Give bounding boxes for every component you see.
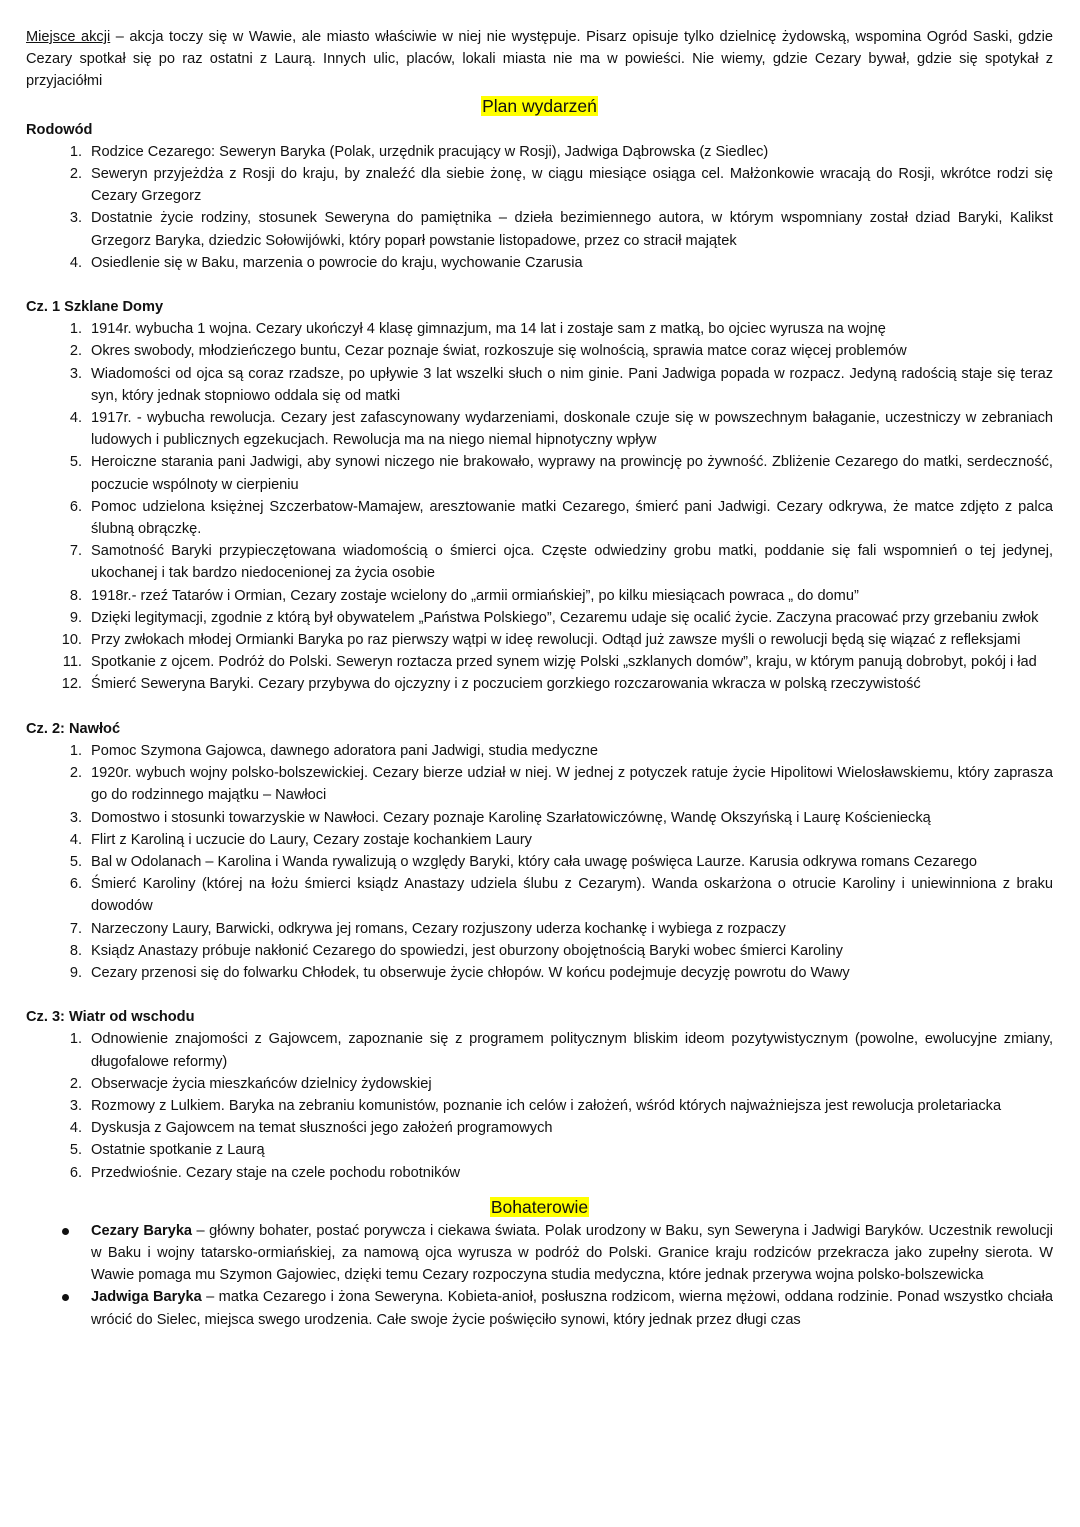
list-item [26, 1139, 1053, 1161]
section-title: Cz. 3: Wiatr od wschodu [26, 1009, 195, 1026]
section-gap [26, 274, 1053, 296]
spacer [26, 1184, 1053, 1194]
list-item [26, 451, 1053, 495]
intro-text: – akcja toczy się w Wawie, ale miasto właściwie w niej nie występuje. Pisarz opisuje tylko dzielnicę żydowską, wspomina Ogród Saski, gdzie Cezary spotkał się po raz ostatni z Laurą. Innych ulic, placów, lokali miasta nie ma w powieści. Nie wiemy, gdzie Cezary bywał, gdzie się spotykał z przyjaciółmi [26, 29, 1054, 90]
list-item-text: 1917r. - wybucha rewolucja. Cezary jest zafascynowany wydarzeniami, doskonale czuje się w powszechnym bałaganie, uczestniczy w zebraniach ludowych i publicznych egzekucjach. Rewolucja ma na niego niemal hipnotyczny wpływ [91, 410, 1053, 449]
list-item-text: 1914r. wybucha 1 wojna. Cezary ukończył 4 klasę gimnazjum, ma 14 lat i zostaje sam z matką, bo ojciec wyrusza na wojnę [91, 321, 886, 338]
heroes-heading-text: Bohaterowie [490, 1196, 589, 1217]
list-item-text: Obserwacje życia mieszkańców dzielnicy żydowskiej [91, 1075, 432, 1092]
section-list [26, 740, 1053, 984]
list-item [26, 607, 1053, 629]
heroes-list [26, 1220, 1053, 1331]
bullet-icon [62, 1228, 69, 1235]
list-item-number: 3. [69, 365, 82, 382]
list-item-text: 1918r.- rzeź Tatarów i Ormian, Cezary zostaje wcielony do „armii ormiańskiej”, po kilku miesiącach powraca „ do domu” [91, 587, 859, 604]
section-list [26, 1028, 1053, 1183]
section-list [26, 318, 1053, 695]
list-item-text: Przy zwłokach młodej Ormianki Baryka po raz pierwszy wątpi w ideę rewolucji. Odtąd już zawsze myśli o rewolucji będą się wiązać z refleksjami [91, 632, 1021, 649]
list-item-text: Seweryn przyjeżdża z Rosji do kraju, by znaleźć dla siebie żonę, w ciągu miesiące osiąga cel. Małżonkowie wracają do Rosji, wkrótce rodzi się Cezary Grzegorz [91, 166, 1053, 205]
list-item-number: 8. [69, 587, 82, 604]
list-item [26, 340, 1053, 362]
bullet-icon [62, 1294, 69, 1301]
hero-description: – główny bohater, postać porywcza i ciekawa świata. Polak urodzony w Baku, syn Seweryna i Jadwigi Baryków. Uczestnik rewolucji w Baku i wojny tatarsko-ormiańskiej, za namową ojca wyrusza w podróż do Polski. Granice kraju rodziców przekracza jako zupełny sierota. W Wawie pomaga mu Szymon Gajowiec, dzięki temu Cezary rozpoczyna studia medyczna, które jednak przerywa wojna polsko-bolszewicka [91, 1222, 1053, 1284]
list-item-number: 12. [61, 676, 82, 693]
list-item-number: 8. [69, 942, 82, 959]
list-item-text: 1920r. wybuch wojny polsko-bolszewickiej. Cezary bierze udział w niej. W jednej z potyczek ratuje życie Hipolitowi Wielosławskiemu, który zaprasza go do rodzinnego majątku – Nawłoci [91, 765, 1053, 804]
list-item [26, 363, 1053, 407]
list-item-number: 2. [69, 166, 82, 183]
hero-description: – matka Cezarego i żona Seweryna. Kobieta-anioł, posłuszna rodzicom, wierna mężowi, oddana rodzinie. Ponad wszystko chciała wrócić do Sielec, miejsca swego urodzenia. Całe swoje życie poświęciło synowi, który jednak przez długi czas [91, 1289, 1053, 1328]
list-item-text: Dyskusja z Gajowcem na temat słuszności jego założeń programowych [91, 1120, 553, 1137]
list-item-text: Ksiądz Anastazy próbuje nakłonić Cezarego do spowiedzi, jest oburzony obojętnością Baryki wobec śmierci Karoliny [91, 942, 843, 959]
list-item [26, 1095, 1053, 1117]
list-item-number: 2. [69, 765, 82, 782]
list-item-number: 7. [69, 543, 82, 560]
list-item [26, 1073, 1053, 1095]
list-item-number: 7. [69, 920, 82, 937]
list-item [26, 585, 1053, 607]
hero-item [26, 1286, 1053, 1330]
list-item-number: 4. [69, 1120, 82, 1137]
list-item-number: 1. [69, 321, 82, 338]
list-item-text: Odnowienie znajomości z Gajowcem, zapoznanie się z programem politycznym bliskim ideom pozytywistycznym (powolne, ewolucyjne zmiany, długofalowe reformy) [91, 1031, 1053, 1070]
list-item-text: Narzeczony Laury, Barwicki, odkrywa jej romans, Cezary rozjuszony uderza kochankę i wybiega z rozpaczy [91, 920, 786, 937]
list-item [26, 1162, 1053, 1184]
list-item-text: Heroiczne starania pani Jadwigi, aby synowi niczego nie brakowało, wyprawy na prowincję po żywność. Zbliżenie Cezarego do matki, serdeczność, poczucie wspólnoty w cierpieniu [91, 454, 1053, 493]
list-item-text: Pomoc udzielona księżnej Szczerbatow-Mamajew, aresztowanie matki Cezarego, śmierć pani Jadwigi. Cezary odkrywa, że matce zdjęto z palca ślubną obrączkę. [91, 498, 1053, 538]
list-item-text: Flirt z Karoliną i uczucie do Laury, Cezary zostaje kochankiem Laury [91, 831, 532, 848]
list-item-number: 4. [69, 831, 82, 848]
plan-heading-text: Plan wydarzeń [482, 95, 597, 116]
list-item [26, 252, 1053, 274]
list-item-text: Wiadomości od ojca są coraz rzadsze, po upływie 3 lat wszelki słuch o nim ginie. Pani Jadwiga popada w rozpacz. Jedyną radością staje się teraz syn, który jednak stopniowo oddala się od matki [91, 365, 1053, 404]
list-item [26, 318, 1053, 340]
list-item-number: 6. [69, 876, 82, 893]
list-item-number: 9. [69, 964, 82, 981]
list-item-number: 2. [69, 1075, 82, 1092]
list-item-number: 3. [69, 210, 82, 227]
list-item-number: 1. [69, 1031, 82, 1048]
list-item [26, 829, 1053, 851]
list-item [26, 207, 1053, 251]
list-item-number: 2. [69, 343, 82, 360]
list-item-number: 5. [69, 853, 82, 870]
list-item [26, 873, 1053, 917]
section-title: Cz. 2: Nawłoć [26, 720, 121, 737]
list-item [26, 851, 1053, 873]
hero-name: Cezary Baryka [91, 1222, 193, 1239]
list-item-text: Samotność Baryki przypieczętowana wiadomością o śmierci ojca. Częste odwiedziny grobu matki, poddanie się fali wspomnień o tej jedynej, ukochanej i tak bardzo niedocenionej za życia osobie [91, 543, 1053, 582]
hero-item [26, 1220, 1053, 1287]
list-item [26, 940, 1053, 962]
list-item [26, 651, 1053, 673]
list-item [26, 918, 1053, 940]
section-title: Cz. 1 Szklane Domy [26, 299, 164, 316]
list-item-number: 11. [62, 654, 82, 671]
list-item-number: 10. [61, 632, 82, 649]
intro-paragraph [26, 26, 1053, 93]
list-item-number: 4. [69, 410, 82, 427]
list-item-text: Śmierć Seweryna Baryki. Cezary przybywa do ojczyzny i z poczuciem gorzkiego rozczarowania wkracza w polską rzeczywistość [91, 676, 921, 693]
hero-name: Jadwiga Baryka [91, 1289, 202, 1306]
list-item-number: 1. [69, 742, 82, 759]
list-item [26, 1117, 1053, 1139]
list-item-text: Rodzice Cezarego: Seweryn Baryka (Polak, urzędnik pracujący w Rosji), Jadwiga Dąbrowska (z Siedlec) [91, 143, 769, 160]
list-item [26, 962, 1053, 984]
list-item-text: Bal w Odolanach – Karolina i Wanda rywalizują o względy Baryki, który cała uwagę poświęca Laurze. Karusia odkrywa romans Cezarego [91, 853, 978, 870]
plan-heading [26, 93, 1053, 119]
list-item-text: Rozmowy z Lulkiem. Baryka na zebraniu komunistów, poznanie ich celów i założeń, wśród których najważniejsza jest rewolucja proletariacka [91, 1097, 1002, 1114]
list-item-number: 5. [69, 1142, 82, 1159]
list-item-text: Dzięki legitymacji, zgodnie z którą był obywatelem „Państwa Polskiego”, Cezaremu udaje się ocalić życie. Zaczyna pracować przy grzebaniu zwłok [91, 609, 1039, 626]
list-item-text: Dostatnie życie rodziny, stosunek Seweryna do pamiętnika – dzieła bezimiennego autora, w którym wspomniany został dziad Baryki, Kalikst Grzegorz Baryka, dziedzic Sołowijówki, który poparł powstanie listopadowe, przez co stracił majątek [91, 210, 1053, 249]
list-item [26, 762, 1053, 806]
list-item-text: Osiedlenie się w Baku, marzenia o powrocie do kraju, wychowanie Czarusia [91, 254, 583, 271]
list-item [26, 141, 1053, 163]
list-item-text: Cezary przenosi się do folwarku Chłodek, tu obserwuje życie chłopów. W końcu podejmuje decyzję powrotu do Wawy [91, 964, 850, 981]
list-item-text: Ostatnie spotkanie z Laurą [91, 1142, 265, 1159]
list-item [26, 540, 1053, 584]
section-gap [26, 696, 1053, 718]
list-item-number: 5. [69, 454, 82, 471]
list-item [26, 1028, 1053, 1072]
list-item-number: 6. [69, 498, 82, 515]
section-title: Rodowód [26, 121, 93, 138]
list-item-text: Domostwo i stosunki towarzyskie w Nawłoci. Cezary poznaje Karolinę Szarłatowiczównę, Wandę Okszyńską i Laurę Kościeniecką [91, 809, 931, 826]
list-item-number: 9. [69, 609, 82, 626]
list-item-number: 3. [69, 1097, 82, 1114]
list-item-text: Przedwiośnie. Cezary staje na czele pochodu robotników [91, 1164, 461, 1181]
list-item [26, 407, 1053, 451]
section-list [26, 141, 1053, 274]
heroes-heading [26, 1194, 1053, 1220]
list-item-text: Okres swobody, młodzieńczego buntu, Cezar poznaje świat, rozkoszuje się wolnością, sprawia matce coraz więcej problemów [91, 343, 907, 360]
section-gap [26, 984, 1053, 1006]
list-item-number: 4. [69, 254, 82, 271]
list-item-number: 6. [69, 1164, 82, 1181]
list-item [26, 496, 1053, 540]
list-item [26, 673, 1053, 695]
intro-label: Miejsce akcji [26, 29, 111, 45]
list-item [26, 807, 1053, 829]
list-item [26, 740, 1053, 762]
list-item-text: Spotkanie z ojcem. Podróż do Polski. Seweryn roztacza przed synem wizję Polski „szklanych domów”, kraju, w którym panują dobrobyt, pokój i ład [91, 654, 1037, 671]
list-item [26, 629, 1053, 651]
list-item-number: 3. [69, 809, 82, 826]
sections-container [26, 119, 1053, 1184]
list-item-number: 1. [69, 143, 82, 160]
list-item-text: Śmierć Karoliny (której na łożu śmierci ksiądz Anastazy udziela ślubu z Cezarym). Wanda oskarżona o otrucie Karoliny i uniewinniona z braku dowodów [91, 876, 1053, 915]
list-item [26, 163, 1053, 207]
list-item-text: Pomoc Szymona Gajowca, dawnego adoratora pani Jadwigi, studia medyczne [91, 742, 599, 759]
